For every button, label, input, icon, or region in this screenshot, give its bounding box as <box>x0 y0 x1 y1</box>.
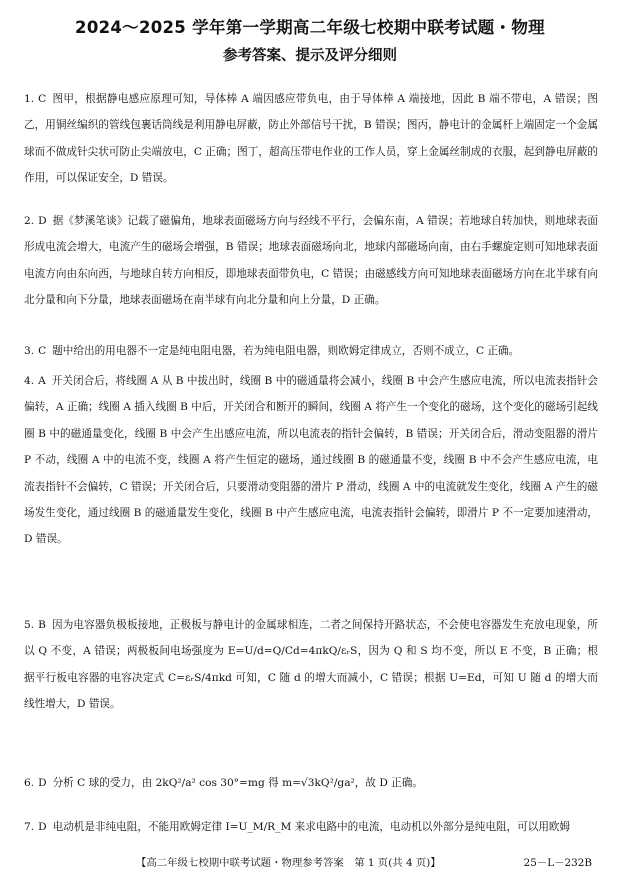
item-number: 2. <box>24 215 35 227</box>
item-text: 题中给出的用电器不一定是纯电阻电器，若为纯电阻电器，则欧姆定律成立，否则不成立，C 正确。 <box>52 345 520 357</box>
answer-item-2 <box>24 208 598 314</box>
item-number: 1. <box>24 93 35 105</box>
item-number: 4. <box>24 375 35 387</box>
answer-item-6 <box>24 770 598 796</box>
item-text: 据《梦溪笔谈》记载了磁偏角，地球表面磁场方向与经线不平行，会偏东南，A 错误；若地球自转加快，则地球表面形成电流会增大，电流产生的磁场会增强，B 错误；地球表面磁场向北，地球内部磁场向南，由右手螺旋定则可知地球表面电流方向由东向西，与地球自转方向相反，即地球表面带负电，C 错误；由磁感线方向可知地球表面磁场方向在北半球有向北分量和向下分量，地球表面磁场在南半球有向北分量和向上分量，D 正确。 <box>24 215 598 307</box>
item-number: 7. <box>24 821 35 833</box>
item-text: 开关闭合后，将线圈 A 从 B 中拔出时，线圈 B 中的磁通量将会减小，线圈 B 中会产生感应电流，所以电流表指针会偏转，A 正确；线圈 A 插入线圈 B 中后，开关闭合和断开的瞬间，线圈 A 将产生一个变化的磁场，这个变化的磁场引起线圈 B 中的磁通量变化，线圈 B 中会产生出感应电流，所以电流表的指针会偏转，B 错误；开关闭合后，滑动变阻器的滑片 P 不动，线圈 A 中的电流不变，线圈 A 将产生恒定的磁场，通过线圈 B 的磁通量不变，线圈 B 中不会产生感应电流，电流表指针不会偏转，C 错误；开关闭合后，只要滑动变阻器的滑片 P 滑动，线圈 A 中的电流就发生变化，线圈 A 产生的磁场发生变化，通过线圈 B 的磁通量发生变化，线圈 B 中产生感应电流，电流表指针会偏转，即滑片 P 不一定要加速滑动，D 错误。 <box>24 375 598 546</box>
item-answer: D <box>38 821 47 833</box>
page-title: 2024～2025 学年第一学期高二年级七校期中联考试题・物理 <box>75 18 545 37</box>
item-number: 5. <box>24 619 35 631</box>
answer-item-7 <box>24 814 598 840</box>
answer-item-4 <box>24 368 598 553</box>
item-text: 因为电容器负极板接地，正极板与静电计的金属球相连，二者之间保持开路状态，不会使电容器发生充放电现象，所以 Q 不变，A 错误；两极板间电场强度为 E=U/d=Q/Cd=4πkQ/εᵣS，因为 Q 和 S 均不变，所以 E 不变，B 正确；根据平行板电容器的电容决定式 C=εᵣS/4πkd 可知，C 随 d 的增大而减小，C 错误；根据 U=Ed，可知 U 随 d 的增大而线性增大，D 错误。 <box>24 619 598 711</box>
item-number: 6. <box>24 777 35 789</box>
answer-item-5 <box>24 612 598 718</box>
footer-code: 25－L－232B <box>523 857 592 869</box>
item-answer: D <box>38 215 47 227</box>
page-subtitle: 参考答案、提示及评分细则 <box>223 48 397 64</box>
footer-page-label: 【高二年级七校期中联考试题・物理参考答案 第 1 页(共 4 页)】 <box>136 857 441 869</box>
item-text: 分析 C 球的受力，由 2kQ²/a² cos 30°=mg 得 m=√3kQ²/ga²，故 D 正确。 <box>52 777 423 789</box>
item-answer: B <box>38 619 46 631</box>
item-answer: C <box>38 345 47 357</box>
answer-item-3 <box>24 338 598 364</box>
item-number: 3. <box>24 345 35 357</box>
item-text: 图甲，根据静电感应原理可知，导体棒 A 端因感应带负电，由于导体棒 A 端接地，因此 B 端不带电，A 错误；图乙，用铜丝编织的管线包裹话筒线是利用静电屏蔽，防止外部信号干扰，B 错误；图丙，静电计的金属杆上端固定一个金属球而不做成针尖状可防止尖端放电，C 正确；图丁，超高压带电作业的工作人员，穿上金属丝制成的衣服，起到静电屏蔽的作用，可以保证安全，D 错误。 <box>24 93 598 185</box>
item-answer: A <box>38 375 46 387</box>
item-text: 电动机是非纯电阻，不能用欧姆定律 I=U_M/R_M 来求电路中的电流，电动机以外部分是纯电阻，可以用欧姆 <box>52 821 571 833</box>
item-answer: C <box>38 93 47 105</box>
item-answer: D <box>38 777 47 789</box>
answer-item-1 <box>24 86 598 192</box>
